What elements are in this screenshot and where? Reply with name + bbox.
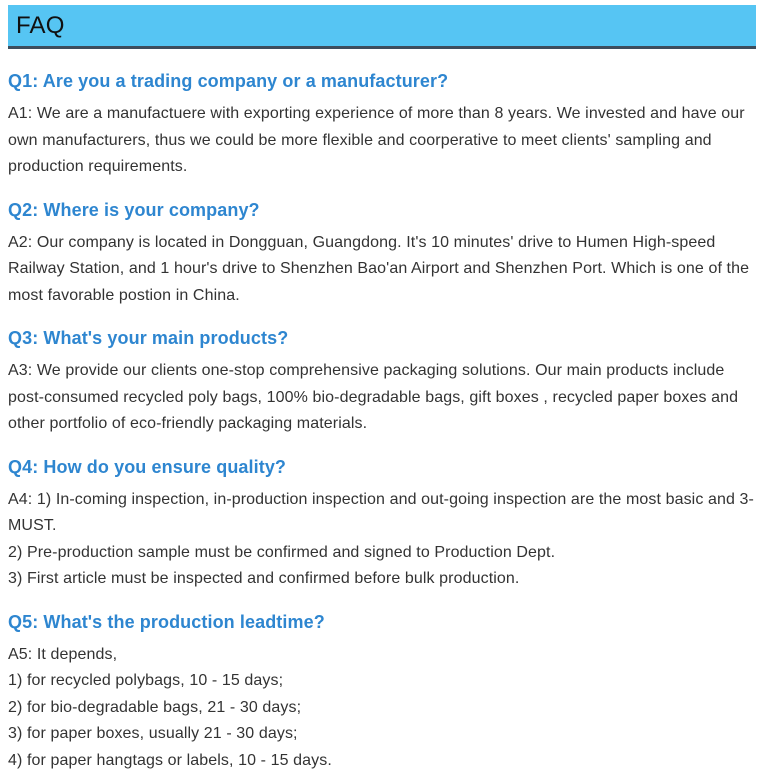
faq-answer-line: 3) for paper boxes, usually 21 - 30 days; [8, 721, 755, 748]
faq-question: Q4: How do you ensure quality? [8, 456, 755, 478]
faq-item [8, 611, 755, 774]
faq-question: Q3: What's your main products? [8, 327, 755, 349]
faq-question: Q1: Are you a trading company or a manufacturer? [8, 70, 755, 92]
faq-answer-line: A4: 1) In-coming inspection, in-production inspection and out-going inspection are the most basic and 3-MUST. [8, 487, 755, 540]
faq-answer-line: A2: Our company is located in Dongguan, Guangdong. It's 10 minutes' drive to Humen High-speed Railway Station, and 1 hour's drive to Shenzhen Bao'an Airport and Shenzhen Port. Which is one of the most favorable postion in China. [8, 230, 755, 310]
faq-answer-line: 3) First article must be inspected and confirmed before bulk production. [8, 566, 755, 593]
faq-question: Q2: Where is your company? [8, 199, 755, 221]
faq-answer-line: A3: We provide our clients one-stop comprehensive packaging solutions. Our main products include post-consumed recycled poly bags, 100% bio-degradable bags, gift boxes , recycled paper boxes and other portfolio of eco-friendly packaging materials. [8, 358, 755, 438]
faq-section-title: FAQ [16, 12, 65, 40]
faq-list [0, 49, 765, 774]
faq-item [8, 456, 755, 593]
faq-page [0, 5, 765, 753]
faq-answer-line: 1) for recycled polybags, 10 - 15 days; [8, 668, 755, 695]
faq-item [8, 199, 755, 310]
faq-answer-line: 2) Pre-production sample must be confirmed and signed to Production Dept. [8, 540, 755, 567]
faq-item [8, 70, 755, 181]
faq-answer-line: 2) for bio-degradable bags, 21 - 30 days; [8, 695, 755, 722]
faq-answer-line: A5: It depends, [8, 642, 755, 669]
faq-answer-line: A1: We are a manufactuere with exporting experience of more than 8 years. We invested and have our own manufacturers, thus we could be more flexible and coorperative to meet clients' sampling and production requirements. [8, 101, 755, 181]
faq-answer-line: 4) for paper hangtags or labels, 10 - 15 days. [8, 748, 755, 774]
faq-item [8, 327, 755, 438]
faq-question: Q5: What's the production leadtime? [8, 611, 755, 633]
faq-section-header [8, 5, 756, 49]
